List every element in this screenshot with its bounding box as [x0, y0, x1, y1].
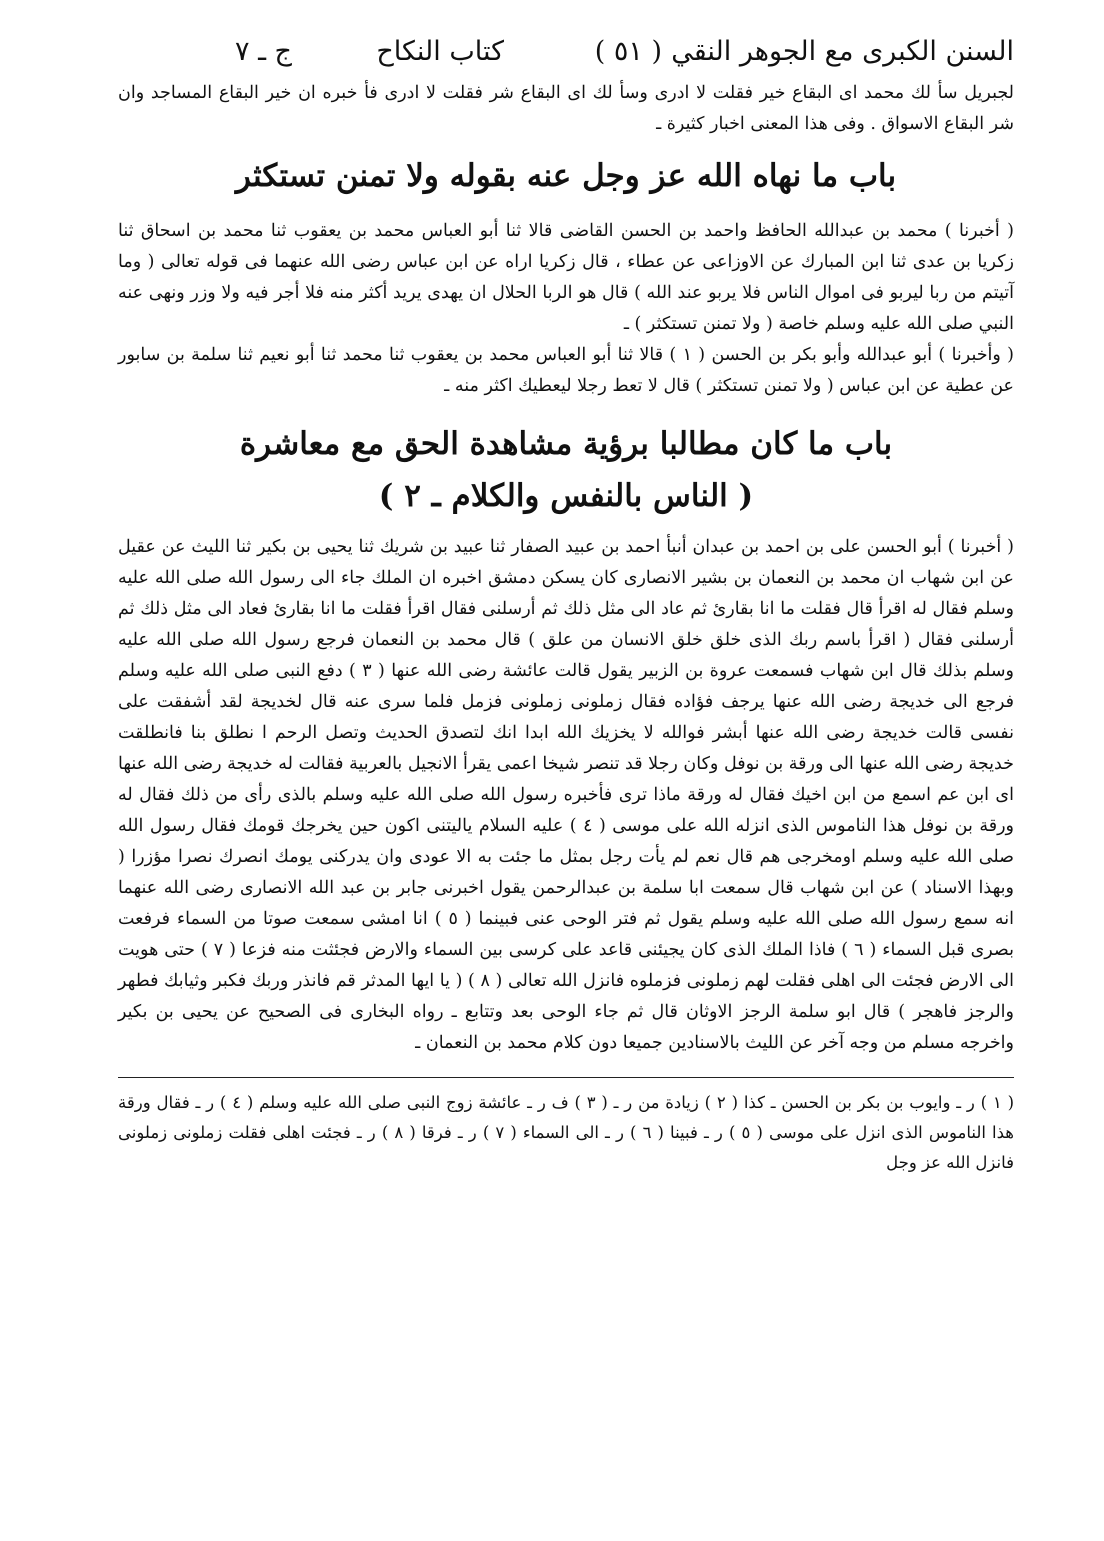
- footnote-text: ( ١ ) ر ـ وايوب بن بكر بن الحسن ـ كذا ( ٢ ) زيادة من ر ـ ( ٣ ) ف ر ـ عائشة زوج النبى صلى الله عليه وسلم ( ٤ ) ر ـ فقال ورقة هذا الناموس الذى انزل على موسى ( ٥ ) ر ـ فبينا ( ٦ ) ر ـ الى السماء ( ٧ ) ر ـ فرقا ( ٨ ) ر ـ فجئت اهلى فقلت زملونى زملونى فانزل الله عز وجل: [118, 1093, 1015, 1172]
- section-heading-1: باب ما نهاه الله عز وجل عنه بقوله ولا تمنن تستكثر: [235, 158, 897, 194]
- hadith-paragraph-2: ( وأخبرنا ) أبو عبدالله وأبو بكر بن الحسن ( ١ ) قالا ثنا أبو العباس محمد بن يعقوب ثنا محمد ثنا أبو نعيم ثنا سلمة بن سابور عن عطية عن ابن عباس ( ولا تمنن تستكثر ) قال لا تعط رجلا ليعطيك اكثر منه ـ: [118, 345, 1014, 396]
- section-heading-2: [118, 418, 1014, 522]
- book-title: السنن الكبرى مع الجوهر النقي: [671, 36, 1014, 67]
- section-heading-2-line-1: باب ما كان مطالبا برؤية مشاهدة الحق مع معاشرة: [239, 426, 893, 462]
- section-1-body: [118, 216, 1014, 402]
- section-heading-2-line-2: ( الناس بالنفس والكلام ـ ٢ ): [378, 478, 754, 514]
- footnotes: [118, 1088, 1014, 1178]
- running-header: [118, 30, 1014, 74]
- hadith-paragraph-3: ( أخبرنا ) أبو الحسن على بن احمد بن عبدان أنبأ احمد بن عبيد الصفار ثنا عبيد بن شريك ثنا يحيى بن بكير ثنا الليث عن عقيل عن ابن شهاب ان محمد بن النعمان بن بشير الانصارى كان يسكن دمشق اخبره ان الملك جاء الى رسول الله صلى الله عليه وسلم فقال له اقرأ قال فقلت ما انا بقارئ ثم عاد الى مثل ذلك ثم أرسلنى فقال اقرأ فقلت ما انا بقارئ فعاد الى مثل ذلك ثم أرسلنى فقال ( اقرأ باسم ربك الذى خلق خلق الانسان من علق ) قال محمد بن النعمان فرجع رسول الله صلى الله عليه وسلم بذلك قال ابن شهاب فسمعت عروة بن الزبير يقول قالت عائشة رضى الله عنها ( ٣ ) دفع النبى صلى الله عليه وسلم فرجع الى خديجة رضى الله عنها يرجف فؤاده فقال زملونى زملونى فزمل فلما سرى عنه قال لخديجة لقد أشفقت على نفسى قالت خديجة رضى الله عنها أبشر فوالله لا يخزيك الله ابدا انك لتصدق الحديث وتصل الرحم ا نطلق بنا فانطلقت خديجة رضى الله عنها الى ورقة بن نوفل وكان رجلا قد تنصر شيخا اعمى يقرأ الانجيل بالعربية فقالت له خديجة رضى الله عنها اى ابن عم اسمع من ابن اخيك فقال له ورقة ماذا ترى فأخبره رسول الله صلى الله عليه وسلم بالذى رأى من ذلك فقال له ورقة بن نوفل هذا الناموس الذى انزله الله على موسى ( ٤ ) عليه السلام ياليتنى اكون حين يخرجك قومك فقال رسول الله صلى الله عليه وسلم اومخرجى هم قال نعم لم يأت رجل بمثل ما جئت به الا عودى وان يدركنى يومك انصرك نصرا مؤزرا ( وبهذا الاسناد ) عن ابن شهاب قال سمعت ابا سلمة بن عبدالرحمن يقول اخبرنى جابر بن عبد الله الانصارى رضى الله عنهما انه سمع رسول الله صلى الله عليه وسلم يقول ثم فتر الوحى عنى فبينما ( ٥ ) انا امشى سمعت صوتا من السماء فرفعت بصرى قبل السماء ( ٦ ) فاذا الملك الذى كان يجيئنى قاعد على كرسى بين السماء والارض فجئثت منه فزعا ( ٧ ) حتى هويت الى الارض فجئت الى اهلى فقلت لهم زملونى فزملوه فانزل الله تعالى ( ٨ ) ( يا ايها المدثر قم فانذر وربك فكبر وثيابك فطهر والرجز فاهجر ) قال ابو سلمة الرجز الاوثان قال ثم جاء الوحى بعد وتتابع ـ رواه البخارى فى الصحيح عن يحيى بن بكير واخرجه مسلم من وجه آخر عن الليث بالاسنادين جميعا دون كلام محمد بن النعمان ـ: [118, 537, 1015, 1053]
- volume-number: ج ـ ٧: [234, 36, 292, 67]
- intro-paragraph: لجبريل سأ لك محمد اى البقاع خير فقلت لا ادرى وسأ لك اى البقاع شر فقلت لا ادرى فأ خبره ان خير البقاع المساجد وان شر البقاع الاسواق . وفى هذا المعنى اخبار كثيرة ـ: [118, 83, 1014, 134]
- page-number: ( ٥١ ): [594, 36, 662, 67]
- chapter-title: كتاب النكاح: [376, 36, 504, 67]
- hadith-paragraph-1: ( أخبرنا ) محمد بن عبدالله الحافظ واحمد بن الحسن القاضى قالا ثنا أبو العباس محمد بن يعقوب ثنا محمد بن اسحاق ثنا زكريا بن عدى ثنا ابن المبارك عن الاوزاعى عن عطاء ، قال زكريا اراه عن ابن عباس رضى الله عنهما فى قوله تعالى ( وما آتيتم من ربا ليربو فى اموال الناس فلا يربو عند الله ) قال هو الربا الحلال ان يهدى يريد أكثر منه فلا أجر فيه ولا وزر ونهى عنه النبي صلى الله عليه وسلم خاصة ( ولا تمنن تستكثر ) ـ: [118, 221, 1014, 334]
- page: [118, 30, 1014, 1178]
- footnote-divider: [118, 1077, 1014, 1078]
